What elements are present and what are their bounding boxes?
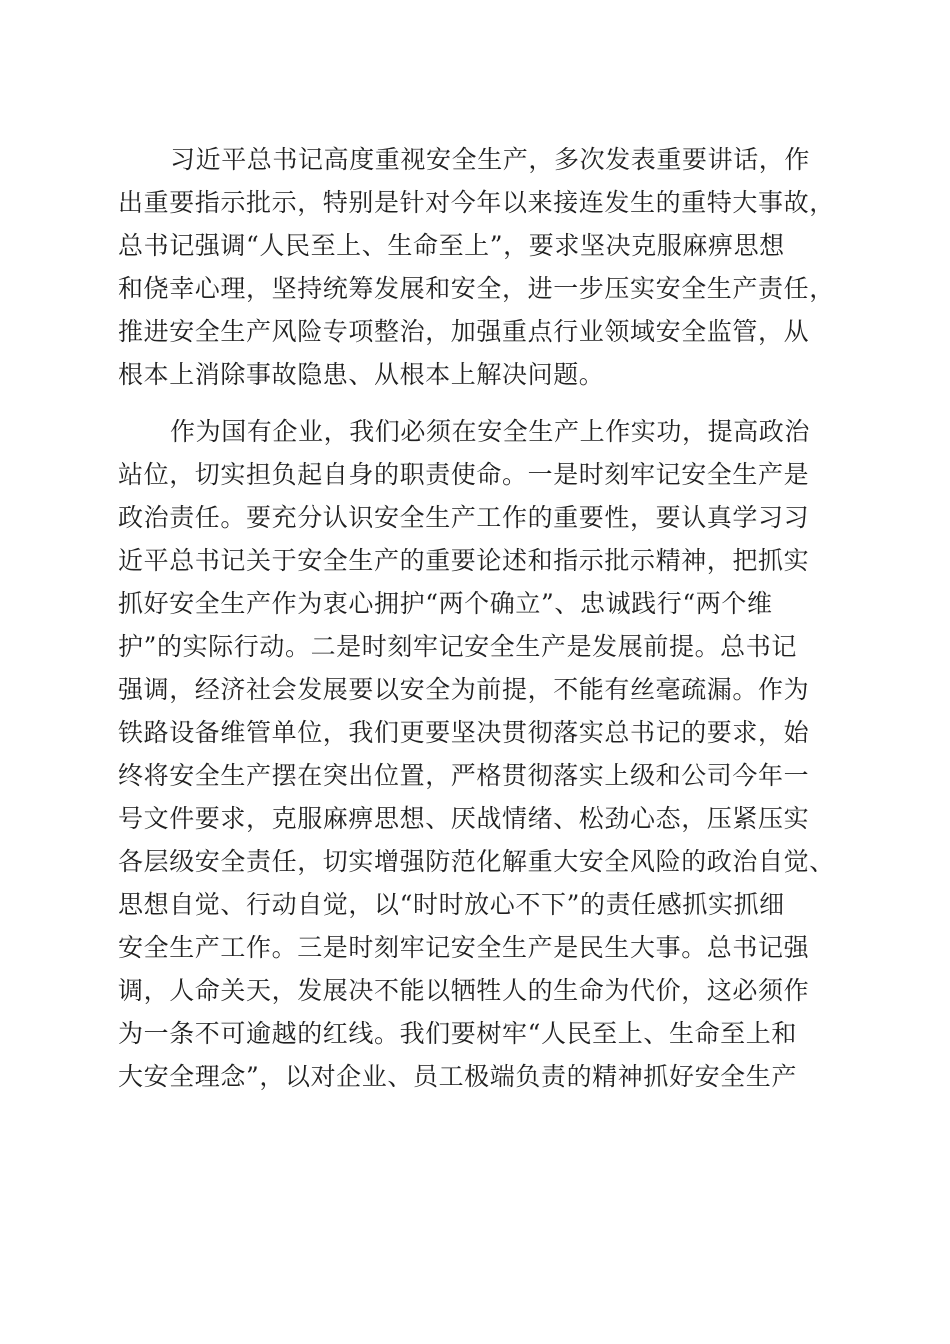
paragraph-2-line-13: 安全生产工作。三是时刻牢记安全生产是民生大事。总书记强 xyxy=(118,933,810,962)
paragraph-2-line-2: 站位，切实担负起自身的职责使命。一是时刻牢记安全生产是 xyxy=(118,460,810,489)
paragraph-2-line-10: 号文件要求，克服麻痹思想、厌战情绪、松劲心态，压紧压实 xyxy=(118,804,810,833)
paragraph-2-line-8: 铁路设备维管单位，我们更要坚决贯彻落实总书记的要求，始 xyxy=(118,718,810,747)
paragraph-2-line-16: 大安全理念”，以对企业、员工极端负责的精神抓好安全生产 xyxy=(118,1062,797,1091)
paragraph-1-line-3: 总书记强调“人民至上、生命至上”，要求坚决克服麻痹思想 xyxy=(118,231,785,260)
paragraph-1-line-6: 根本上消除事故隐患、从根本上解决问题。 xyxy=(118,360,605,389)
paragraph-2-line-14: 调，人命关天，发展决不能以牺牲人的生命为代价，这必须作 xyxy=(118,976,810,1005)
paragraph-1-line-5: 推进安全生产风险专项整治，加强重点行业领域安全监管，从 xyxy=(118,317,810,346)
paragraph-1-line-4: 和侥幸心理，坚持统筹发展和安全，进一步压实安全生产责任， xyxy=(118,274,835,303)
paragraph-2-line-9: 终将安全生产摆在突出位置，严格贯彻落实上级和公司今年一 xyxy=(118,761,810,790)
paragraph-2-line-4: 近平总书记关于安全生产的重要论述和指示批示精神，把抓实 xyxy=(118,546,810,575)
paragraph-2-line-15: 为一条不可逾越的红线。我们要树牢“人民至上、生命至上和 xyxy=(118,1019,797,1048)
paragraph-2-line-6: 护”的实际行动。二是时刻牢记安全生产是发展前提。总书记 xyxy=(118,632,797,661)
paragraph-1-line-1: 习近平总书记高度重视安全生产，多次发表重要讲话，作 xyxy=(170,145,811,174)
paragraph-2-line-1: 作为国有企业，我们必须在安全生产上作实功，提高政治 xyxy=(170,417,811,446)
paragraph-2-line-11: 各层级安全责任，切实增强防范化解重大安全风险的政治自觉、 xyxy=(118,847,835,876)
paragraph-2-line-7: 强调，经济社会发展要以安全为前提，不能有丝毫疏漏。作为 xyxy=(118,675,810,704)
paragraph-2-line-3: 政治责任。要充分认识安全生产工作的重要性，要认真学习习 xyxy=(118,503,810,532)
paragraph-2-line-12: 思想自觉、行动自觉，以“时时放心不下”的责任感抓实抓细 xyxy=(118,890,785,919)
paragraph-1-line-2: 出重要指示批示，特别是针对今年以来接连发生的重特大事故， xyxy=(118,188,835,217)
paragraph-2-line-5: 抓好安全生产作为衷心拥护“两个确立”、忠诚践行“两个维 xyxy=(118,589,773,618)
